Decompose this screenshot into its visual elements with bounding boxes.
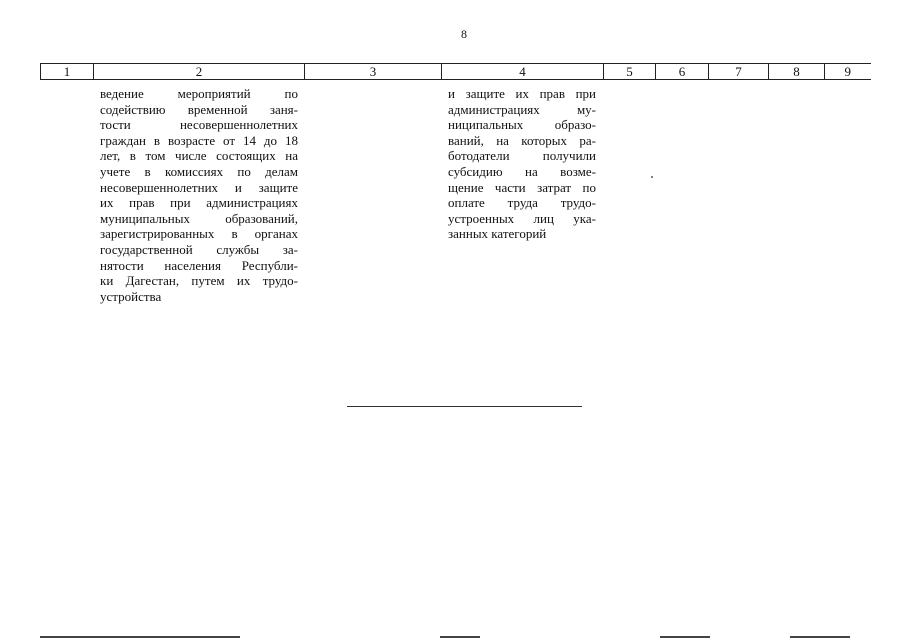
scan-bottom-edge <box>790 636 850 638</box>
text-line: граждан в возрасте от 14 до 18 <box>100 132 298 148</box>
column-header-1: 1 <box>41 64 94 80</box>
column-header-5: 5 <box>604 64 656 80</box>
text-line: устроенных лиц ука- <box>448 210 596 226</box>
text-line: несовершеннолетних и защите <box>100 179 298 195</box>
text-line: и защите их прав при <box>448 86 596 101</box>
text-line: тости несовершеннолетних <box>100 117 298 133</box>
table-header-row <box>40 63 871 80</box>
text-line: лет, в том числе состоящих на <box>100 148 298 164</box>
column-4-cell-text <box>448 86 596 242</box>
text-line: ниципальных образо- <box>448 117 596 133</box>
scan-bottom-edge <box>440 636 480 638</box>
end-separator-line <box>347 406 582 407</box>
text-line: ки Дагестан, путем их трудо- <box>100 273 298 289</box>
column-2-cell-text <box>100 86 298 304</box>
page-number: 8 <box>461 27 467 41</box>
text-line: занных категорий <box>448 226 547 242</box>
column-header-9: 9 <box>825 64 871 80</box>
text-line: оплате труда трудо- <box>448 195 596 211</box>
text-line: учете в комиссиях по делам <box>100 163 298 179</box>
text-line: ботодатели получили <box>448 148 596 164</box>
column-header-6: 6 <box>656 64 709 80</box>
text-line: государственной службы за- <box>100 241 298 257</box>
scan-speck <box>651 176 653 178</box>
column-header-3: 3 <box>305 64 442 80</box>
column-header-4: 4 <box>442 64 604 80</box>
text-line: устройства <box>100 288 162 304</box>
scan-bottom-edge <box>660 636 710 638</box>
text-line: нятости населения Республи- <box>100 257 298 273</box>
column-header-7: 7 <box>709 64 769 80</box>
text-line: субсидию на возме- <box>448 163 596 179</box>
text-line: щение части затрат по <box>448 179 596 195</box>
text-line: муниципальных образований, <box>100 210 298 226</box>
text-line: их прав при администрациях <box>100 195 298 211</box>
text-line: ваний, на которых ра- <box>448 132 596 148</box>
text-line: содействию временной заня- <box>100 101 298 117</box>
column-header-2: 2 <box>94 64 305 80</box>
text-line: зарегистрированных в органах <box>100 226 298 242</box>
text-line: администрациях му- <box>448 101 596 117</box>
column-header-8: 8 <box>769 64 825 80</box>
text-line: ведение мероприятий по <box>100 86 298 101</box>
scan-bottom-edge <box>40 636 240 638</box>
